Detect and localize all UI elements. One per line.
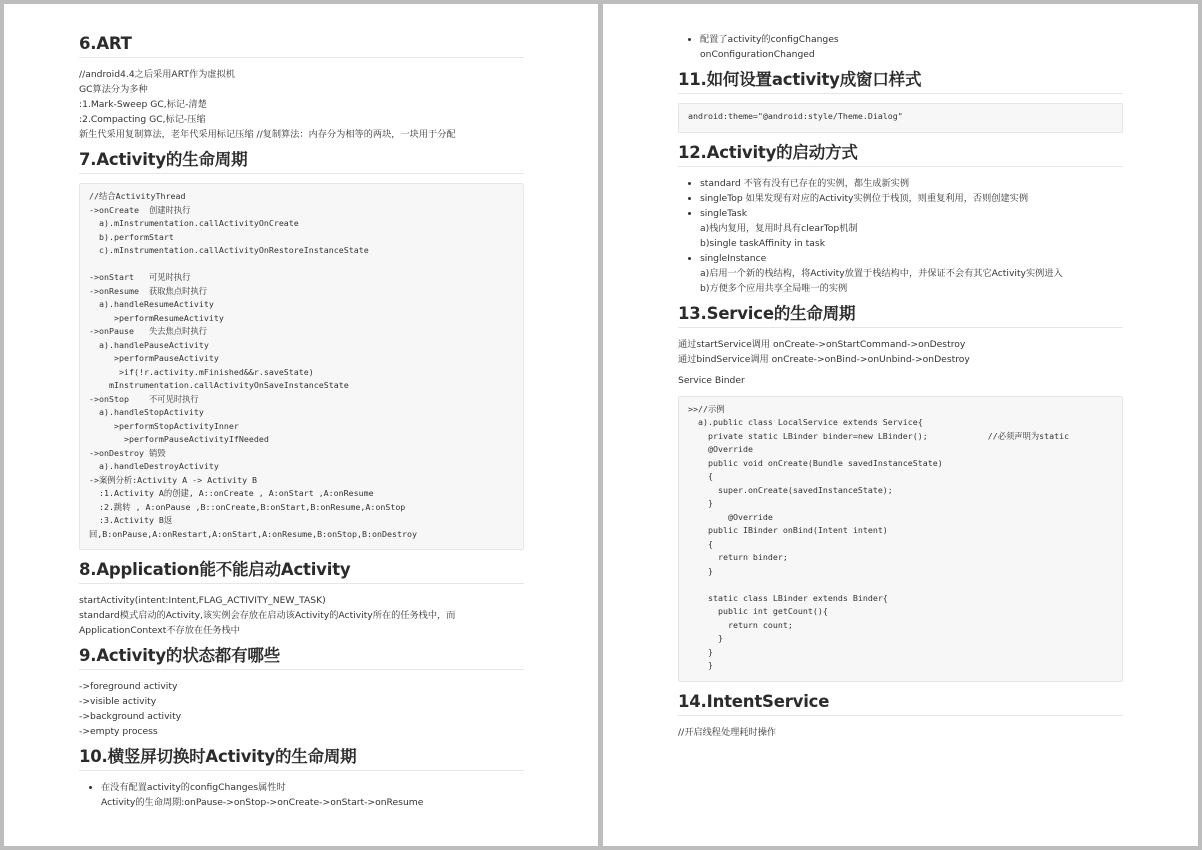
page-left-content xyxy=(79,4,524,818)
section-10-list-cont xyxy=(678,32,1123,62)
text-line: standard模式启动的Activity,该实例会存放在启动该Activity的Activity所在的任务栈中，而 xyxy=(79,610,456,621)
text-line: GC算法分为多种 xyxy=(79,84,148,95)
text-line: startActivity(intent:Intent,FLAG_ACTIVITY_NEW_TASK) xyxy=(79,595,326,606)
heading-10-rotation: 10.横竖屏切换时Activity的生命周期 xyxy=(79,747,524,771)
text-line: ->empty process xyxy=(79,726,158,737)
text-line: ->background activity xyxy=(79,711,182,722)
heading-12-launch-mode: 12.Activity的启动方式 xyxy=(678,143,1123,167)
code-block-service: >>//示例 a).public class LocalService extends Service{ private static LBinder binder=new LBinder(); //必须声明为static @Override public void onCreate(Bundle savedInstanceState) { super.onCreate(savedInstanceState); } @Override public IBinder onBind(Intent intent) { return binder; } static class LBinder extends Binder{ public int getCount(){ return count; } } } xyxy=(678,396,1123,682)
page-right xyxy=(603,4,1198,846)
section-10-list xyxy=(79,780,524,810)
section-8-body xyxy=(79,593,524,638)
text-line: Service Binder xyxy=(678,374,745,386)
text-line: ->foreground activity xyxy=(79,681,178,692)
list-item-line: b)方便多个应用共享全局唯一的实例 xyxy=(700,282,848,294)
page-left xyxy=(4,4,598,846)
list-item-line: Activity的生命周期:onPause->onStop->onCreate->onStart->onResume xyxy=(101,797,424,808)
section-6-body xyxy=(79,67,524,142)
list-item-line: b)single taskAffinity in task xyxy=(700,237,826,249)
heading-11-window-style: 11.如何设置activity成窗口样式 xyxy=(678,70,1123,94)
section-9-body xyxy=(79,679,524,739)
text-line: 新生代采用复制算法，老年代采用标记压缩 //复制算法：内存分为相等的两块，一块用于分配 xyxy=(79,129,456,140)
text-line: :1.Mark-Sweep GC,标记-清楚 xyxy=(79,99,207,110)
list-item xyxy=(700,251,1123,296)
heading-14-intentservice: 14.IntentService xyxy=(678,692,1123,716)
section-13-body xyxy=(678,337,1123,388)
text-line: 通过bindService调用 onCreate->onBind->onUnbind->onDestroy xyxy=(678,353,970,365)
section-12-list xyxy=(678,176,1123,296)
code-block-theme: android:theme="@android:style/Theme.Dialog" xyxy=(678,103,1123,133)
list-item-line: • singleTop 如果发现有对应的Activity实例位于栈顶，则重复利用，否则创建实例 xyxy=(700,192,1029,204)
text-line: ApplicationContext不存放在任务栈中 xyxy=(79,625,240,636)
code-block-lifecycle: //结合ActivityThread ->onCreate 创建时执行 a).mInstrumentation.callActivityOnCreate b).performStart c).mInstrumentation.callActivityOnRestoreInstanceState ->onStart 可见时执行 ->onResume 获取焦点时执行 a).handleResumeActivity >performResumeActivity ->onPause 失去焦点时执行 a).handlePauseActivity >performPauseActivity >if(!r.activity.mFinished&&r.saveState) mInstrumentation.callActivityOnSaveInstanceState ->onStop 不可见时执行 a).handleStopActivity >performStopActivityInner >performPauseActivityIfNeeded ->onDestroy 销毁 a).handleDestroyActivity ->案例分析:Activity A -> Activity B :1.Activity A的创建, A::onCreate , A:onStart ,A:onResume :2.跳转 , A:onPause ,B::onCreate,B:onStart,B:onResume,A:onStop :3.Activity B返 回,B:onPause,A:onRestart,A:onStart,A:onResume,B:onStop,B:onDestroy xyxy=(79,183,524,550)
list-item-line: • singleInstance xyxy=(700,252,767,264)
list-item-line: a)栈内复用，复用时具有clearTop机制 xyxy=(700,222,858,234)
list-item xyxy=(700,176,1123,191)
list-item-line: • standard 不管有没有已存在的实例，都生成新实例 xyxy=(700,177,910,189)
list-item-line: a)启用一个新的栈结构，将Activity放置于栈结构中，并保证不会有其它Activity实例进入 xyxy=(700,267,1063,279)
text-line: :2.Compacting GC,标记-压缩 xyxy=(79,114,206,125)
heading-13-service: 13.Service的生命周期 xyxy=(678,304,1123,328)
list-item-line: • 在没有配置activity的configChanges属性时 xyxy=(101,782,286,793)
list-item-line: • 配置了activity的configChanges xyxy=(700,34,839,45)
section-14-body xyxy=(678,725,1123,740)
list-item xyxy=(700,32,1123,62)
heading-7-lifecycle: 7.Activity的生命周期 xyxy=(79,150,524,174)
list-item xyxy=(101,780,524,810)
text-line: //开启线程处理耗时操作 xyxy=(678,726,777,738)
text-line: //android4.4之后采用ART作为虚拟机 xyxy=(79,69,235,80)
page-right-content xyxy=(678,4,1123,748)
text-line: ->visible activity xyxy=(79,696,157,707)
list-item-line: onConfigurationChanged xyxy=(700,49,815,60)
list-item xyxy=(700,191,1123,206)
heading-9-states: 9.Activity的状态都有哪些 xyxy=(79,646,524,670)
text-line: 通过startService调用 onCreate->onStartCommand->onDestroy xyxy=(678,338,966,350)
heading-8-application: 8.Application能不能启动Activity xyxy=(79,560,524,584)
list-item-line: • singleTask xyxy=(700,207,748,219)
heading-6-art: 6.ART xyxy=(79,34,524,58)
list-item xyxy=(700,206,1123,251)
